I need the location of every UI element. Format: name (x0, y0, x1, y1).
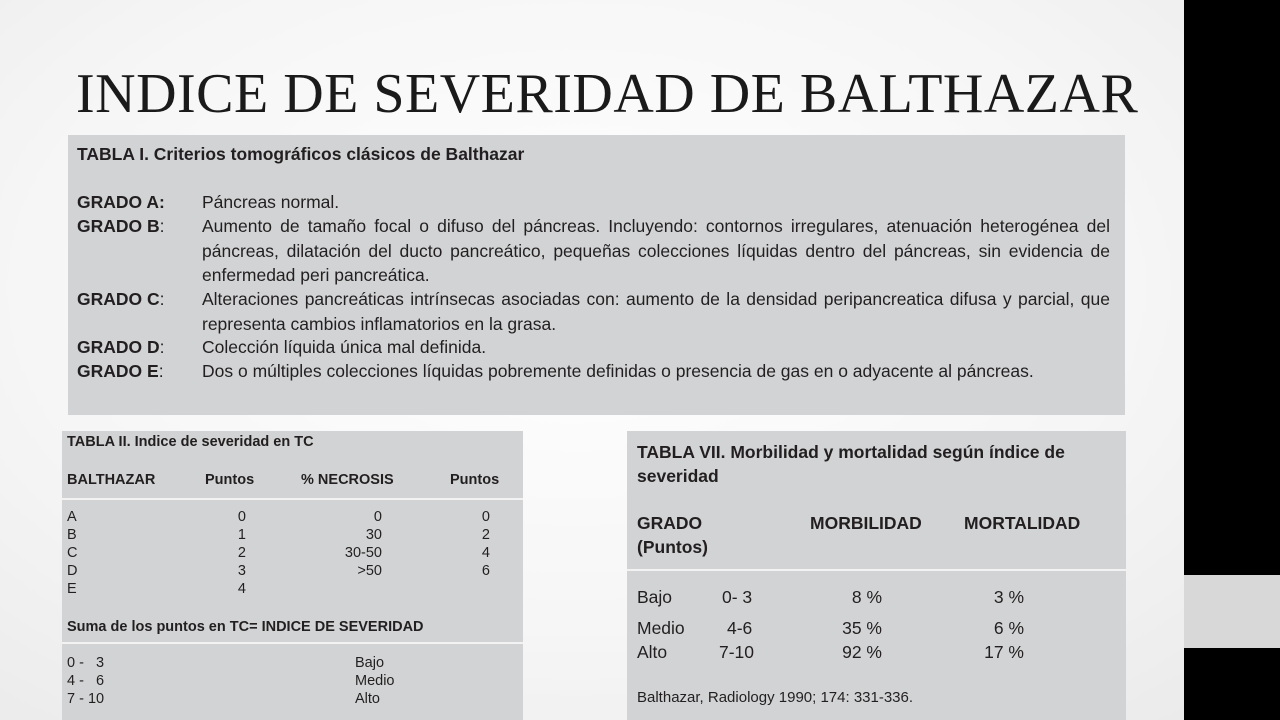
table-1-title: TABLA I. Criterios tomográficos clásicos de Balthazar (77, 144, 525, 164)
table-1-balthazar-criteria (68, 135, 1125, 415)
grade-label: GRADO D: (77, 337, 165, 357)
table-2-cell: D (67, 563, 78, 579)
table-2-cell: 3 (237, 563, 246, 579)
table-2-cell: A (67, 509, 77, 525)
table-2-cell: 0 (373, 509, 382, 525)
table-2-range: 7 - 10 (67, 691, 105, 707)
table-2-cell: 2 (237, 545, 246, 561)
table-2-cell: B (67, 527, 77, 543)
table-7-cell: 17 % (984, 642, 1024, 662)
table-2-cell: 4 (481, 545, 490, 561)
table-2-range-level: Medio (355, 673, 395, 689)
grade-label: GRADO E: (77, 361, 164, 381)
table-2-title: TABLA II. Indice de severidad en TC (67, 434, 314, 450)
table-2-header-necrosis: % NECROSIS (301, 472, 394, 488)
table-7-cell: 6 % (993, 618, 1024, 638)
table-2-cell: 6 (481, 563, 490, 579)
table-2-cell: E (67, 581, 77, 597)
table-2-divider (62, 498, 523, 500)
table-7-reference: Balthazar, Radiology 1990; 174: 331-336. (637, 689, 914, 706)
table-2-header-points-2: Puntos (450, 472, 500, 488)
table-7-header-mortality: MORTALIDAD (964, 513, 1081, 533)
grade-label: GRADO A: (77, 192, 165, 212)
table-7-cell: Medio (637, 618, 685, 638)
table-7-cell: Alto (637, 642, 668, 662)
table-2-cell: 30 (365, 527, 382, 543)
table-7-cell: 35 % (842, 618, 882, 638)
table-7-cell: 4-6 (727, 618, 753, 638)
table-7-cell: Bajo (637, 587, 673, 607)
right-edge-bar-middle (1184, 575, 1280, 648)
table-7-header-grade: GRADO (Puntos) (637, 513, 708, 557)
table-7-cell: 3 % (993, 587, 1024, 607)
table-2-cell: 1 (237, 527, 246, 543)
table-2-severity-index (62, 431, 523, 720)
table-2-range-level: Alto (355, 691, 380, 707)
slide-title: INDICE DE SEVERIDAD DE BALTHAZAR (76, 63, 1139, 125)
grade-label: GRADO B: (77, 216, 165, 236)
table-2-range-level: Bajo (355, 655, 385, 671)
grade-label: GRADO C: (77, 289, 165, 309)
right-edge-bar-bottom (1184, 648, 1280, 720)
table-7-title: TABLA VII. Morbilidad y mortalidad según índice de severidad (637, 442, 1065, 486)
table-7-cell: 0- 3 (722, 587, 753, 607)
table-7-cell: 8 % (851, 587, 882, 607)
table-2-divider-2 (62, 642, 523, 644)
table-2-sum-label: Suma de los puntos en TC= INDICE DE SEVERIDAD (67, 619, 424, 635)
table-2-cell: 30-50 (344, 545, 382, 561)
table-2-cell: 0 (237, 509, 246, 525)
grade-description: Colección líquida única mal definida. (202, 337, 487, 357)
table-2-cell: C (67, 545, 78, 561)
table-2-header-balthazar: BALTHAZAR (67, 472, 156, 488)
table-2-cell: >50 (357, 563, 382, 579)
grade-description: Aumento de tamaño focal o difuso del páncreas. Incluyendo: contornos irregulares, atenuación heterogénea del páncreas, dilatación del ducto pancreático, pequeñas colecciones líquidas dentro del páncreas, sin evidencia de enfermedad peri pancreática. (202, 216, 1110, 285)
table-7-divider (627, 569, 1126, 571)
table-2-range: 4 - 6 (67, 673, 105, 689)
grade-description: Dos o múltiples colecciones líquidas pobremente definidas o presencia de gas en o adyacente al páncreas. (202, 361, 1034, 381)
table-7-cell: 7-10 (719, 642, 755, 662)
grade-description: Páncreas normal. (202, 192, 340, 212)
table-2-range: 0 - 3 (67, 655, 105, 671)
table-2-cell: 2 (481, 527, 490, 543)
table-2-cell: 0 (481, 509, 490, 525)
table-2-cell: 4 (237, 581, 246, 597)
table-2-header-points: Puntos (205, 472, 255, 488)
table-7-morbidity-mortality (627, 431, 1126, 720)
table-7-header-morbidity: MORBILIDAD (810, 513, 922, 533)
grade-description: Alteraciones pancreáticas intrínsecas asociadas con: aumento de la densidad peripancreatica difusa y parcial, que representa cambios inflamatorios en la grasa. (202, 289, 1110, 334)
right-edge-bar-top (1184, 0, 1280, 575)
table-7-cell: 92 % (842, 642, 882, 662)
